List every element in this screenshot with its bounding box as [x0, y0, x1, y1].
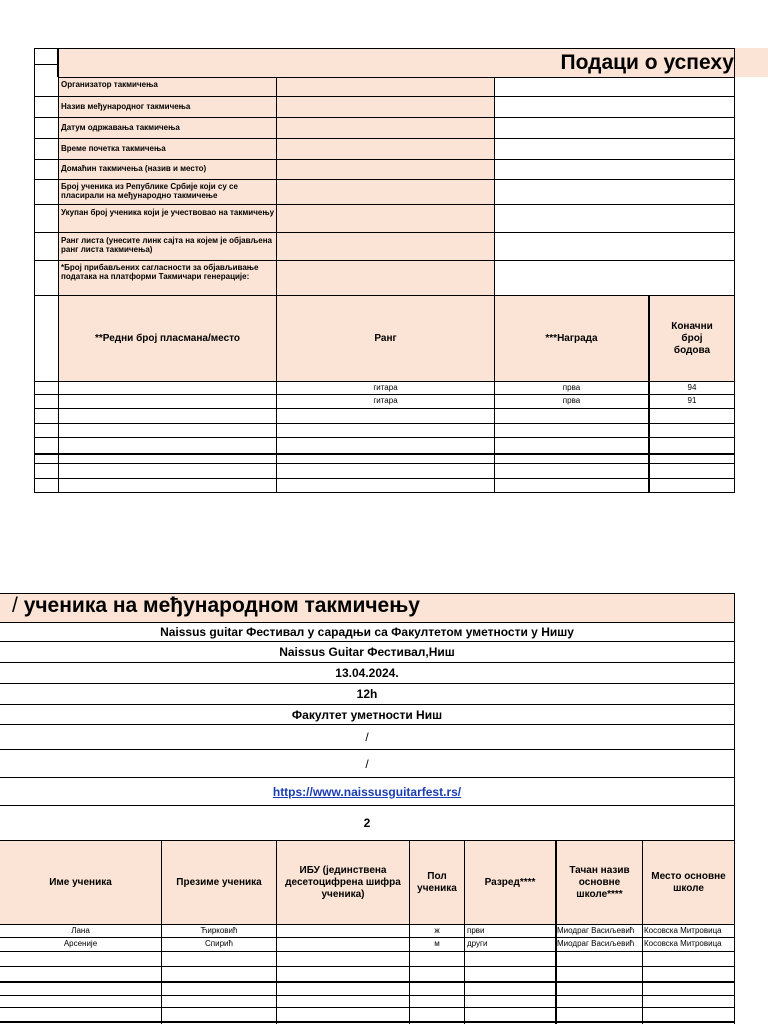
divider [34, 492, 735, 493]
label-serbian-students: Број ученика из Републике Србије који су се пласирали на међународно такмичење [61, 182, 238, 200]
divider [494, 408, 495, 493]
info-label [58, 117, 277, 139]
label-start-time: Време почетка такмичења [61, 144, 166, 153]
label-ranking-list: Ранг листа (унесите линк сајта на којем је објављена ранг листа такмичења) [61, 236, 273, 254]
info-label [58, 96, 277, 118]
info-blank [276, 138, 495, 160]
label-total-students: Укупан број ученика који је учествовао на такмичењу [61, 208, 275, 217]
result-award: прва [494, 381, 649, 395]
student-last-name: Спирић [161, 937, 277, 952]
info-value [494, 138, 735, 160]
student-first-name: Арсеније [0, 937, 162, 952]
student-gender: ж [409, 924, 465, 938]
header-points: Коначни број бодова [648, 295, 735, 382]
info-value [494, 232, 735, 261]
divider [555, 951, 557, 1024]
header-last-name: Презиме ученика [161, 840, 277, 925]
empty-rows [58, 408, 735, 493]
info-blank [276, 260, 495, 296]
info-label [58, 159, 277, 180]
divider [276, 951, 277, 1024]
label-organizer: Организатор такмичења [61, 80, 158, 89]
student-school: Миодраг Васиљевић [555, 937, 643, 952]
row-number-column [34, 48, 58, 77]
header-rank: Ранг [276, 295, 495, 382]
result-place [58, 394, 277, 409]
header-school: Тачан назив основне школе**** [555, 840, 643, 925]
value-organizer: Naissus guitar Фестивал у сарадњи са Факултетом уметности у Нишу [0, 622, 735, 642]
info-label [58, 232, 277, 261]
divider [409, 951, 410, 1024]
result-rank: гитара [276, 381, 495, 395]
student-ibu [276, 924, 410, 938]
divider [0, 981, 735, 983]
label-date: Датум одржавања такмичења [61, 123, 180, 132]
info-blank [276, 232, 495, 261]
value-date: 13.04.2024. [0, 662, 735, 684]
header-grade: Разред**** [464, 840, 556, 925]
student-first-name: Лана [0, 924, 162, 938]
divider [0, 1007, 735, 1008]
info-blank [276, 77, 495, 97]
header-ibu: ИБУ (јединствена десетоцифрена шифра ученика) [276, 840, 410, 925]
result-points: 94 [648, 381, 735, 395]
info-value [494, 260, 735, 296]
value-consents: 2 [0, 805, 735, 841]
value-serbian-students: / [0, 724, 735, 750]
info-value [494, 117, 735, 139]
continued-title-text: ученика на међународном такмичењу [23, 594, 420, 617]
page-title: Подаци о успеху [560, 51, 734, 74]
student-last-name: Ћирковић [161, 924, 277, 938]
left-margin-column [34, 77, 58, 493]
value-ranking-link-row [0, 777, 735, 806]
value-start-time: 12h [0, 683, 735, 705]
info-label [58, 138, 277, 160]
header-place: **Редни број пласмана/место [58, 295, 277, 382]
divider [464, 951, 465, 1024]
divider [0, 966, 735, 967]
divider [34, 381, 58, 382]
divider [34, 138, 58, 139]
header-gender: Пол ученика [409, 840, 465, 925]
divider [34, 232, 58, 233]
divider [34, 394, 58, 395]
info-value [494, 204, 735, 233]
student-school-place: Косовска Митровица [642, 924, 735, 938]
info-value [494, 159, 735, 180]
continued-title [12, 594, 420, 618]
student-school-place: Косовска Митровица [642, 937, 735, 952]
info-value [494, 77, 735, 97]
result-award: прва [494, 394, 649, 409]
divider [0, 1021, 735, 1023]
header-first-name: Име ученика [0, 840, 162, 925]
divider [642, 951, 643, 1024]
info-blank [276, 117, 495, 139]
info-label [58, 260, 277, 296]
title-fragment: / [12, 594, 18, 617]
info-blank [276, 179, 495, 205]
label-consents: *Број прибављених сагласности за објављивање података на платформи Такмичари генерације: [61, 263, 259, 281]
divider [34, 96, 58, 97]
student-ibu [276, 937, 410, 952]
result-place [58, 381, 277, 395]
title-band-overflow [735, 48, 768, 77]
divider [34, 408, 58, 409]
info-value [494, 96, 735, 118]
divider [34, 204, 58, 205]
info-blank [276, 96, 495, 118]
divider [34, 295, 58, 296]
divider [0, 995, 735, 996]
divider [161, 951, 162, 1024]
info-blank [276, 159, 495, 180]
student-school: Миодраг Васиљевић [555, 924, 643, 938]
value-total-students: / [0, 749, 735, 778]
divider [34, 423, 735, 424]
info-label [58, 179, 277, 205]
student-gender: м [409, 937, 465, 952]
info-label [58, 204, 277, 233]
student-grade: први [464, 924, 556, 938]
header-school-place: Место основне школе [642, 840, 735, 925]
label-competition-name: Назив међународног такмичења [61, 102, 191, 111]
divider [34, 478, 735, 479]
divider [34, 159, 58, 160]
divider [276, 408, 277, 493]
ranking-list-link[interactable]: https://www.naissusguitarfest.rs/ [272, 784, 462, 799]
header-award: ***Награда [494, 295, 649, 382]
divider [648, 408, 650, 493]
divider [34, 453, 735, 455]
info-label [58, 77, 277, 97]
divider [34, 117, 58, 118]
empty-student-rows [0, 951, 735, 1024]
divider [34, 64, 58, 65]
divider [34, 437, 735, 438]
divider [34, 260, 58, 261]
result-points: 91 [648, 394, 735, 409]
label-host: Домаћин такмичења (назив и место) [61, 164, 207, 173]
info-blank [276, 204, 495, 233]
divider [34, 463, 735, 464]
value-competition-name: Naissus Guitar Фестивал,Ниш [0, 641, 735, 663]
value-host: Факултет уметности Ниш [0, 704, 735, 725]
info-value [494, 179, 735, 205]
student-grade: други [464, 937, 556, 952]
divider [34, 179, 58, 180]
result-rank: гитара [276, 394, 495, 409]
